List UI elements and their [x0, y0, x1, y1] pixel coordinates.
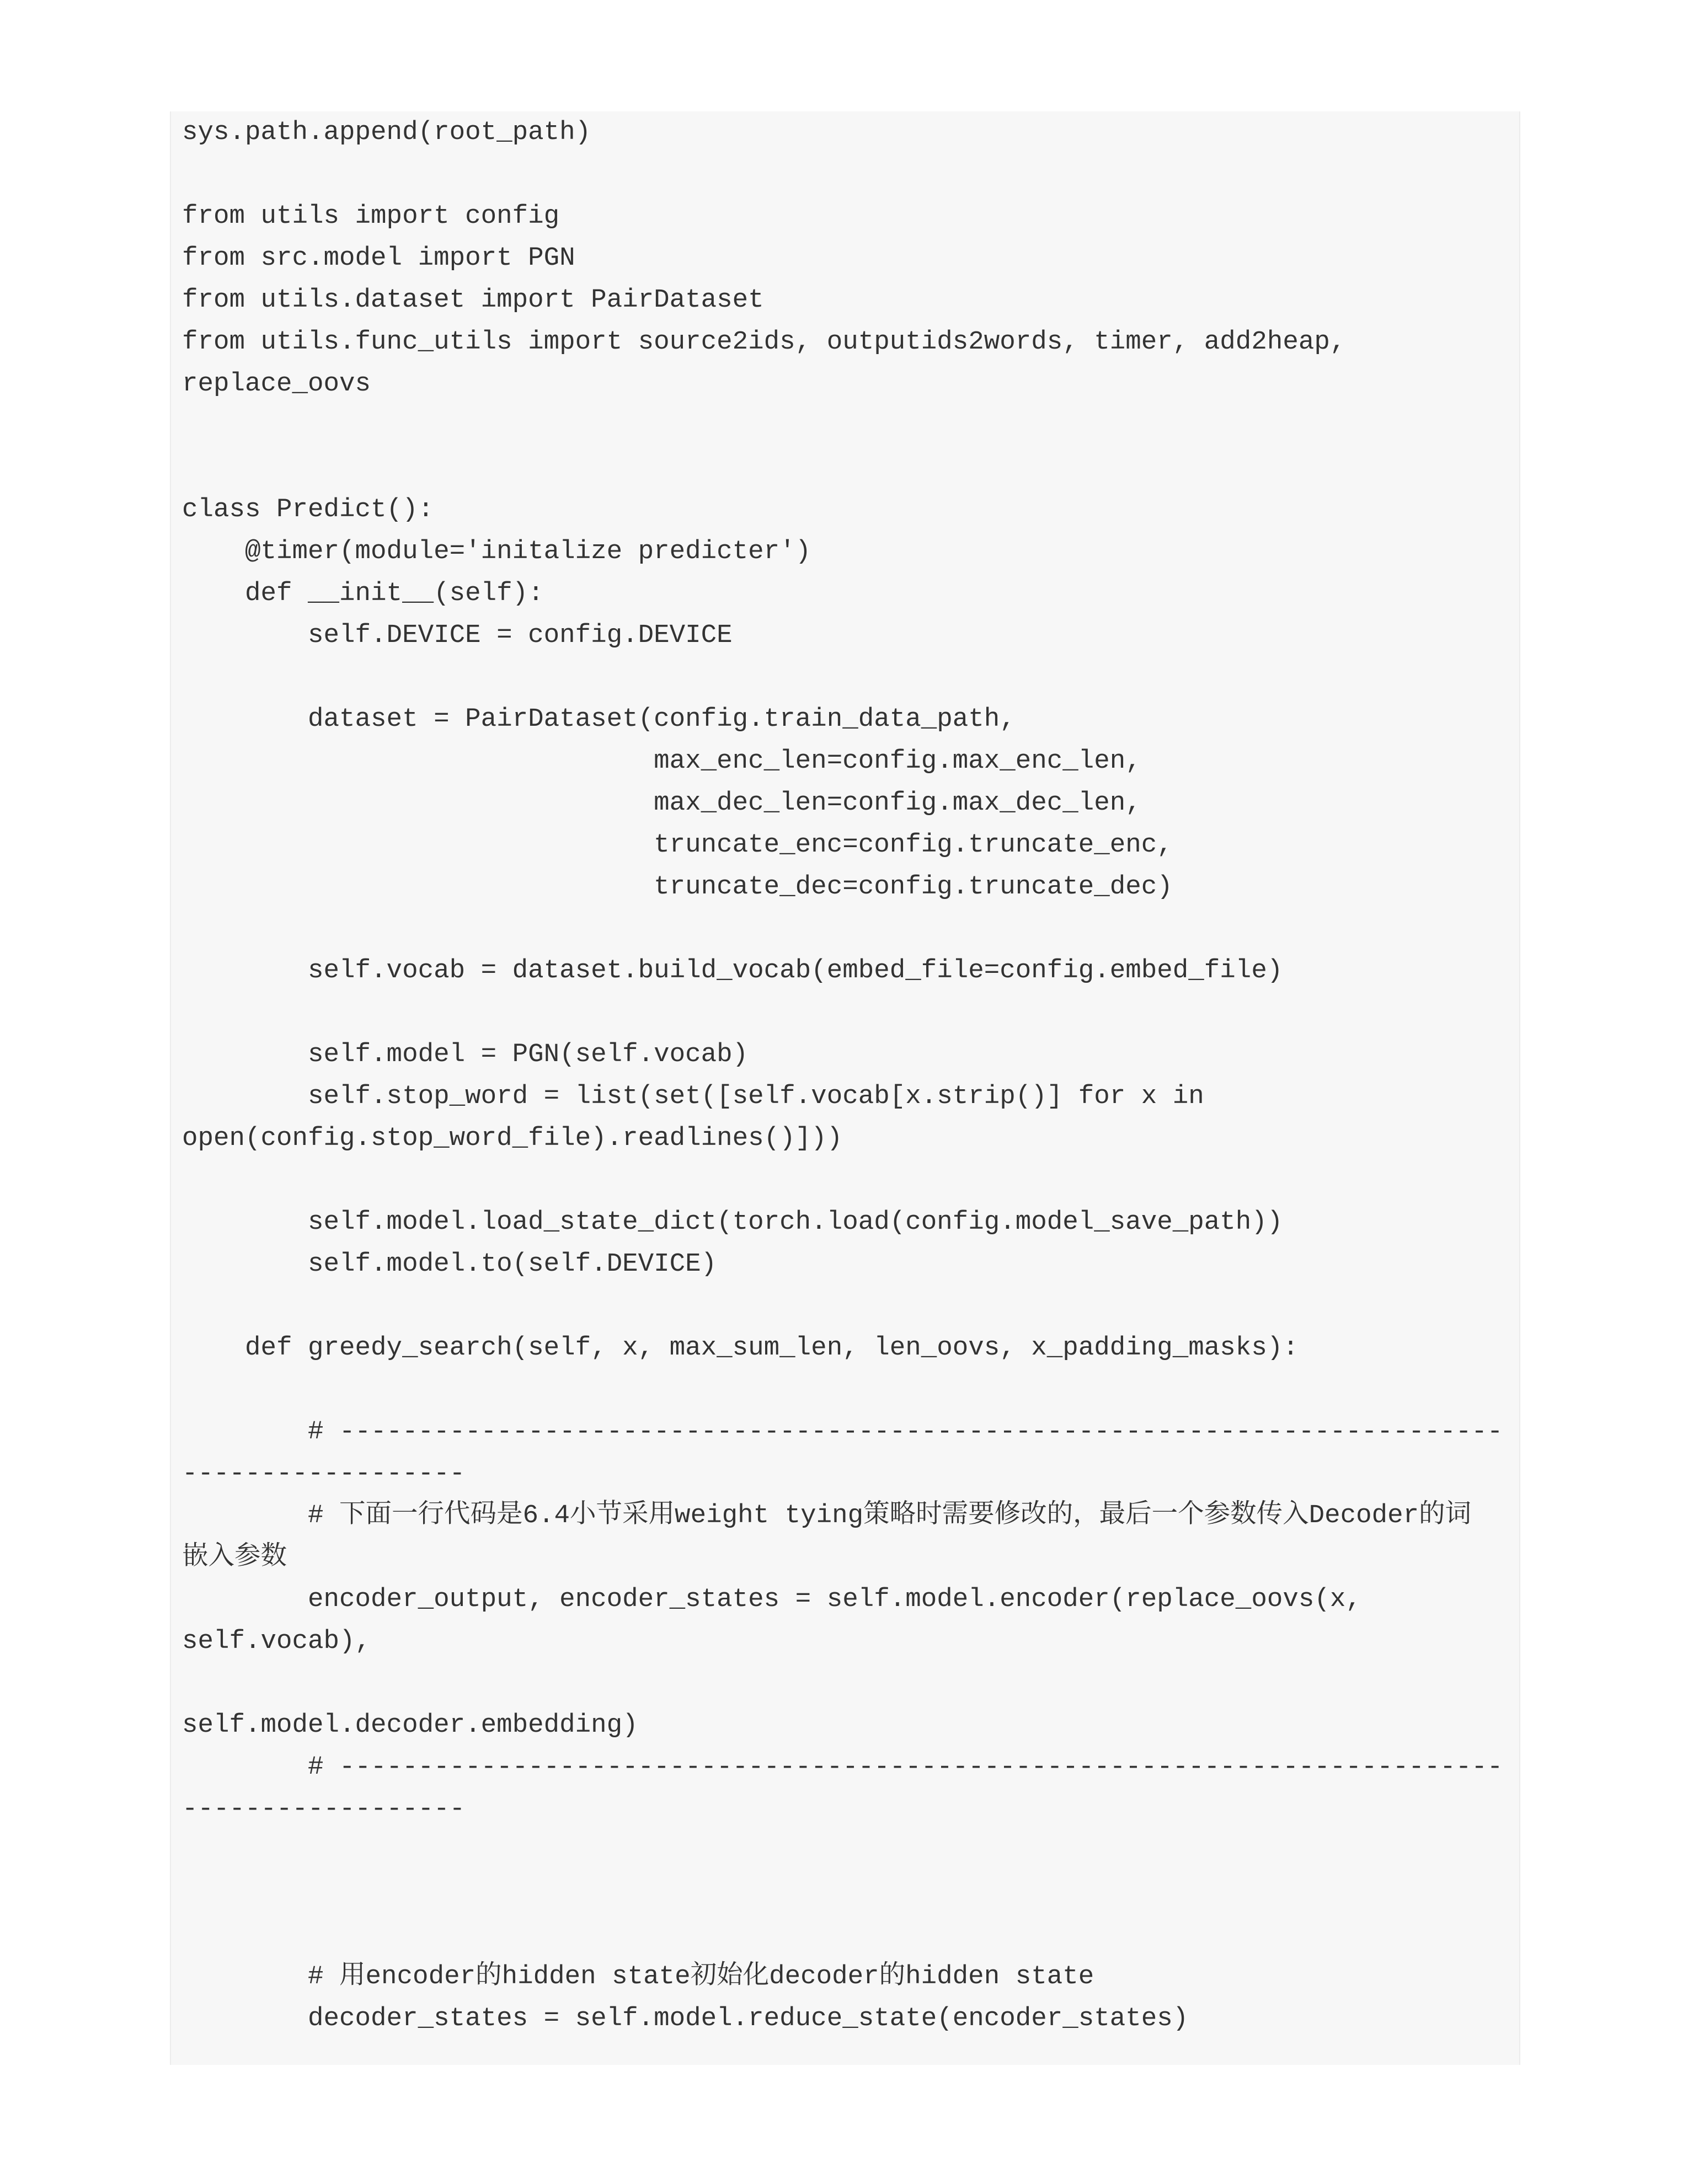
code-line: self.stop_word = list(set([self.vocab[x.strip()] for x in [182, 1082, 1204, 1111]
code-line: truncate_dec=config.truncate_dec) [182, 872, 1173, 902]
code-line: open(config.stop_word_file).readlines()])) [182, 1123, 843, 1153]
code-line [182, 656, 1517, 698]
code-line: max_enc_len=config.max_enc_len, [182, 746, 1141, 776]
code-line [182, 1285, 1517, 1327]
code-line: from utils.func_utils import source2ids, outputids2words, timer, add2heap, [182, 327, 1346, 357]
code-line: from utils.dataset import PairDataset [182, 285, 764, 315]
code-line: from utils import config [182, 201, 560, 231]
code-line [182, 992, 1517, 1034]
code-line: self.model.to(self.DEVICE) [182, 1249, 717, 1279]
code-line: @timer(module='initalize predicter') [182, 537, 811, 566]
code-line [182, 447, 1517, 489]
code-line: max_dec_len=config.max_dec_len, [182, 788, 1141, 818]
code-line [182, 153, 1517, 195]
code-line: from src.model import PGN [182, 243, 575, 273]
code-line [182, 1872, 1517, 1914]
code-line: sys.path.append(root_path) [182, 117, 591, 147]
code-line: 嵌入参数 [182, 1543, 287, 1572]
code-lines [182, 111, 1517, 2040]
code-line: self.model = PGN(self.vocab) [182, 1040, 749, 1069]
code-line [182, 1662, 1517, 1704]
code-line: encoder_output, encoder_states = self.model.encoder(replace_oovs(x, [182, 1585, 1361, 1614]
code-line: self.DEVICE = config.DEVICE [182, 620, 733, 650]
code-line: ------------------ [182, 1459, 466, 1489]
code-line: self.vocab = dataset.build_vocab(embed_file=config.embed_file) [182, 956, 1283, 986]
code-line: # 用encoder的hidden state初始化decoder的hidden state [182, 1962, 1094, 1992]
code-line: dataset = PairDataset(config.train_data_path, [182, 704, 1016, 734]
code-line: truncate_enc=config.truncate_enc, [182, 830, 1173, 860]
code-line: ------------------ [182, 1794, 466, 1824]
code-line [182, 908, 1517, 950]
code-line: decoder_states = self.model.reduce_state(encoder_states) [182, 2004, 1189, 2033]
code-line [182, 405, 1517, 447]
code-line: def greedy_search(self, x, max_sum_len, len_oovs, x_padding_masks): [182, 1333, 1299, 1363]
code-line: # -------------------------------------------------------------------------- [182, 1417, 1503, 1447]
code-block [170, 111, 1520, 2065]
code-line [182, 1914, 1517, 1956]
code-line [182, 1159, 1517, 1201]
code-line [182, 1830, 1517, 1872]
code-line [182, 1369, 1517, 1411]
code-line: self.model.decoder.embedding) [182, 1710, 638, 1740]
code-line: def __init__(self): [182, 579, 544, 608]
code-line: class Predict(): [182, 495, 434, 524]
code-line: # 下面一行代码是6.4小节采用weight tying策略时需要修改的，最后一个参数传入Decoder的词 [182, 1501, 1472, 1530]
code-line: # -------------------------------------------------------------------------- [182, 1752, 1503, 1782]
code-line: replace_oovs [182, 369, 371, 399]
code-line: self.vocab), [182, 1626, 371, 1656]
code-line: self.model.load_state_dict(torch.load(config.model_save_path)) [182, 1207, 1283, 1237]
